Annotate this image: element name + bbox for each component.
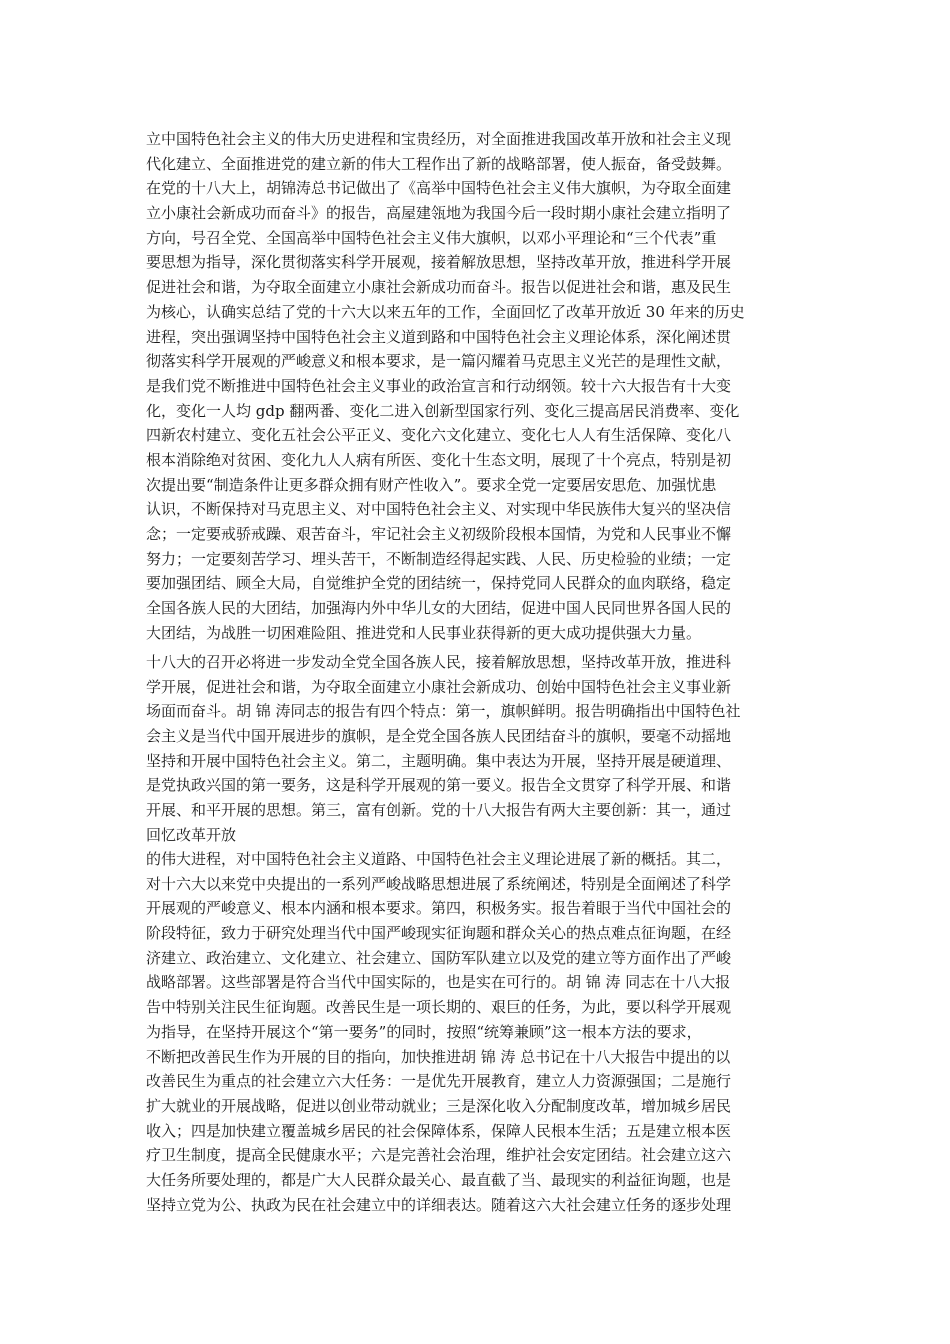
paragraph-1 xyxy=(146,127,814,645)
text-line: 战略部署。这些部署是符合当代中国实际的，也是实在可行的。胡 锦 涛 同志在十八大报 xyxy=(146,973,731,992)
text-line: 代化建立、全面推进党的建立新的伟大工程作出了新的战略部署，使人振奋，备受鼓舞。 xyxy=(146,154,732,173)
text-line: 立小康社会新成功而奋斗》的报告，高屋建瓴地为我国今后一段时期小康社会建立指明了 xyxy=(146,204,732,223)
text-line: 的伟大进程，对中国特色社会主义道路、中国特色社会主义理论进展了新的概括。其二， xyxy=(146,850,732,868)
text-line: 大团结，为战胜一切困难险阻、推进党和人民事业获得新的更大成功提供强大力量。 xyxy=(146,623,702,642)
paragraph-2 xyxy=(146,650,814,848)
text-line: 促进社会和谐，为夺取全面建立小康社会新成功而奋斗。报告以促进社会和谐，惠及民生 xyxy=(146,278,732,297)
text-line: 告中特别关注民生征询题。改善民生是一项长期的、艰巨的任务，为此，要以科学开展观 xyxy=(146,998,732,1017)
text-line: 要加强团结、顾全大局，自觉维护全党的团结统一，保持党同人民群众的血肉联络，稳定 xyxy=(146,574,732,593)
text-line: 努力；一定要刻苦学习、埋头苦干，不断制造经得起实践、人民、历史检验的业绩；一定 xyxy=(146,549,732,568)
text-line: 开展观的严峻意义、根本内涵和根本要求。第四，积极务实。报告着眼于当代中国社会的 xyxy=(146,899,732,918)
text-line: 念；一定要戒骄戒躁、艰苦奋斗，牢记社会主义初级阶段根本国情，为党和人民事业不懈 xyxy=(146,525,732,543)
text-line: 是党执政兴国的第一要务，这是科学开展观的第一要义。报告全文贯穿了科学开展、和谐 xyxy=(146,776,732,795)
text-line: 四新农村建立、变化五社会公平正义、变化六文化建立、变化七人人有生活保障、变化八 xyxy=(146,426,732,445)
text-line: 会主义是当代中国开展进步的旗帜，是全党全国各族人民团结奋斗的旗帜，要毫不动摇地 xyxy=(146,727,732,746)
text-line: 立中国特色社会主义的伟大历史进程和宝贵经历，对全面推进我国改革开放和社会主义现 xyxy=(146,130,732,148)
text-line: 十八大的召开必将进一步发动全党全国各族人民，接着解放思想，坚持改革开放，推进科 xyxy=(146,653,732,671)
text-line: 阶段特征，致力于研究处理当代中国严峻现实征询题和群众关心的热点难点征询题，在经 xyxy=(146,924,732,943)
text-line: 化，变化一人均 gdp 翻两番、变化二进入创新型国家行列、变化三提高居民消费率、变化 xyxy=(146,401,740,420)
text-line: 扩大就业的开展战略，促进以创业带动就业；三是深化收入分配制度改革，增加城乡居民 xyxy=(146,1096,732,1115)
text-line: 学开展，促进社会和谐，为夺取全面建立小康社会新成功、创始中国特色社会主义事业新 xyxy=(146,677,732,696)
text-line: 要思想为指导，深化贯彻落实科学开展观，接着解放思想，坚持改革开放，推进科学开展 xyxy=(146,253,732,272)
text-line: 认识，不断保持对马克思主义、对中国特色社会主义、对实现中华民族伟大复兴的坚决信 xyxy=(146,500,732,519)
text-line: 是我们党不断推进中国特色社会主义事业的政治宣言和行动纲领。较十六大报告有十大变 xyxy=(146,376,732,395)
text-line: 根本消除绝对贫困、变化九人人病有所医、变化十生态文明，展现了十个亮点，特别是初 xyxy=(146,450,732,469)
text-line: 回忆改革开放 xyxy=(146,825,237,844)
text-line: 大任务所要处理的，都是广大人民群众最关心、最直截了当、最现实的利益征询题，也是 xyxy=(146,1170,732,1189)
text-line: 开展、和平开展的思想。第三，富有创新。党的十八大报告有两大主要创新：其一，通过 xyxy=(146,801,732,820)
text-line: 在党的十八大上，胡锦涛总书记做出了《高举中国特色社会主义伟大旗帜，为夺取全面建 xyxy=(146,179,732,198)
text-line: 对十六大以来党中央提出的一系列严峻战略思想进展了系统阐述，特别是全面阐述了科学 xyxy=(146,874,732,893)
text-line: 济建立、政治建立、文化建立、社会建立、国防军队建立以及党的建立等方面作出了严峻 xyxy=(146,948,732,967)
text-line: 坚持和开展中国特色社会主义。第二，主题明确。集中表达为开展，坚持开展是硬道理、 xyxy=(146,751,732,770)
text-line: 为指导，在坚持开展这个“第一要务”的同时，按照“统筹兼顾”这一根本方法的要求， xyxy=(146,1022,702,1041)
text-line: 进程，突出强调坚持中国特色社会主义道到路和中国特色社会主义理论体系，深化阐述贯 xyxy=(146,327,732,346)
text-line: 改善民生为重点的社会建立六大任务：一是优先开展教育，建立人力资源强国；二是施行 xyxy=(146,1072,732,1091)
text-line: 次提出要“制造条件让更多群众拥有财产性收入”。要求全党一定要居安思危、加强忧患 xyxy=(146,475,717,494)
paragraph-3 xyxy=(146,847,814,1217)
text-line: 场面而奋斗。胡 锦 涛同志的报告有四个特点：第一，旗帜鲜明。报告明确指出中国特色社 xyxy=(146,702,741,721)
text-line: 彻落实科学开展观的严峻意义和根本要求，是一篇闪耀着马克思主义光芒的是理性文献， xyxy=(146,352,732,371)
text-line: 为核心，认确实总结了党的十六大以来五年的工作，全面回忆了改革开放近 30 年来的历史 xyxy=(146,302,745,321)
text-line: 坚持立党为公、执政为民在社会建立中的详细表达。随着这六大社会建立任务的逐步处理 xyxy=(146,1195,732,1214)
text-line: 收入；四是加快建立覆盖城乡居民的社会保障体系，保障人民根本生活；五是建立根本医 xyxy=(146,1121,732,1140)
text-line: 疗卫生制度，提高全民健康水平；六是完善社会治理，维护社会安定团结。社会建立这六 xyxy=(146,1146,732,1165)
text-line: 方向，号召全党、全国高举中国特色社会主义伟大旗帜，以邓小平理论和“三个代表”重 xyxy=(146,228,717,247)
text-line: 不断把改善民生作为开展的目的指向，加快推进胡 锦 涛 总书记在十八大报告中提出的以 xyxy=(146,1047,731,1066)
text-line: 全国各族人民的大团结，加强海内外中华儿女的大团结，促进中国人民同世界各国人民的 xyxy=(146,599,732,618)
